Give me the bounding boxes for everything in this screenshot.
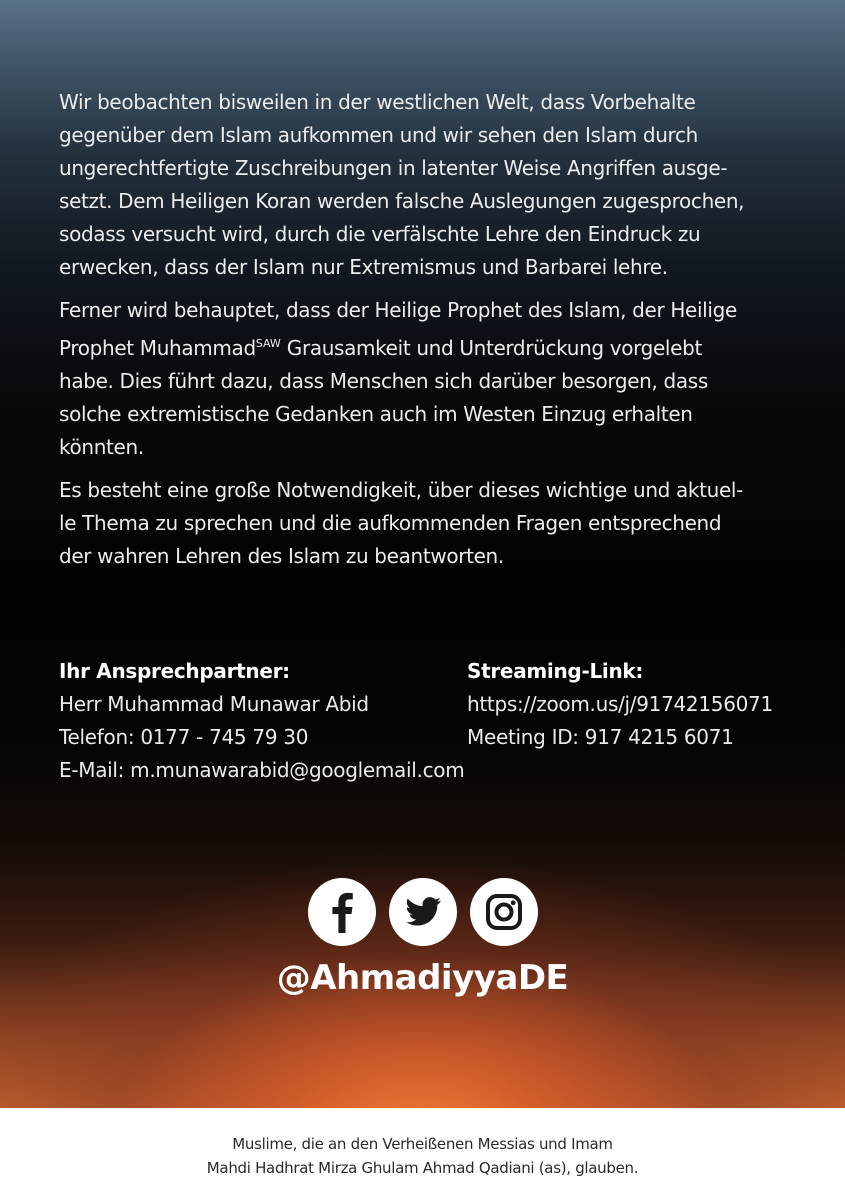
facebook-icon[interactable]	[308, 878, 376, 946]
contact-name: Herr Muhammad Munawar Abid	[59, 692, 369, 716]
contact-heading: Ihr Ansprechpartner:	[59, 659, 290, 683]
intro-paragraph-1: Wir beobachten bisweilen in der westlichen Welt, dass Vorbehalte gegenüber dem Islam aufkommen und wir sehen den Islam durch ungerechtfertigte Zuschreibungen in latenter Weise Angriffen ausge- setzt. Dem Heiligen Koran werden falsche Auslegungen zugesprochen, sodass versucht wird, durch die verfälschte Lehre den Eindruck zu erwecken, dass der Islam nur Extremismus und Barbarei lehre.	[59, 90, 745, 279]
intro-text	[59, 86, 789, 583]
contact-block	[59, 655, 464, 787]
streaming-heading: Streaming-Link:	[467, 659, 644, 683]
social-handle[interactable]: @AhmadiyyaDE	[276, 958, 569, 998]
instagram-icon[interactable]	[470, 878, 538, 946]
footer-line-2: Mahdi Hadhrat Mirza Ghulam Ahmad Qadiani (as), glauben.	[206, 1159, 639, 1177]
intro-paragraph-2-part-1: Ferner wird behauptet, dass der Heilige Prophet des Islam, der Heilige Prophet Muhammad	[59, 298, 737, 360]
twitter-icon[interactable]	[389, 878, 457, 946]
footer-band	[0, 1108, 845, 1200]
footer-line-1: Muslime, die an den Verheißenen Messias und Imam	[232, 1135, 613, 1153]
saw-superscript: SAW	[255, 337, 281, 350]
contact-phone: Telefon: 0177 - 745 79 30	[59, 725, 309, 749]
intro-paragraph-3: Es besteht eine große Notwendigkeit, über dieses wichtige und aktuel- le Thema zu sprechen und die aufkommenden Fragen entsprechend der wahren Lehren des Islam zu beantworten.	[59, 478, 743, 568]
intro-paragraph-2-part-2: Grausamkeit und Unterdrückung vorgelebt habe. Dies führt dazu, dass Menschen sich darüber besorgen, dass solche extremistische Gedanken auch im Westen Einzug erhalten könnten.	[59, 336, 708, 459]
meeting-id: Meeting ID: 917 4215 6071	[467, 725, 734, 749]
contact-email: E-Mail: m.munawarabid@googlemail.com	[59, 758, 465, 782]
streaming-block	[467, 655, 773, 754]
streaming-link[interactable]: https://zoom.us/j/91742156071	[467, 692, 773, 716]
intro-paragraph-2	[59, 294, 789, 464]
footer-text	[0, 1132, 845, 1180]
social-icons	[308, 878, 538, 946]
